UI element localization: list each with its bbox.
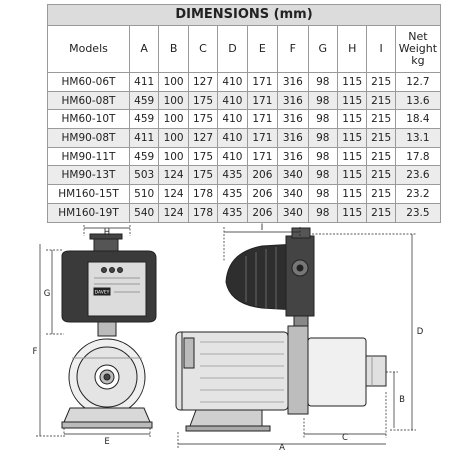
col-header-c: C [188,26,217,73]
value-cell: 115 [338,110,367,129]
value-cell: 178 [188,203,217,222]
front-base [64,408,150,422]
value-cell: 316 [278,147,308,166]
value-cell: 316 [278,129,308,148]
value-cell: 98 [308,203,337,222]
value-cell: 410 [218,73,247,92]
model-cell: HM90-08T [48,129,130,148]
side-top-nut [292,228,310,238]
value-cell: 127 [188,129,217,148]
value-cell: 98 [308,73,337,92]
value-cell: 316 [278,110,308,129]
dim-label-f: F [32,347,38,357]
col-header-models: Models [48,26,130,73]
value-cell: 340 [278,166,308,185]
value-cell: 115 [338,91,367,110]
value-cell: 175 [188,91,217,110]
dim-label-b: B [399,395,405,405]
value-cell: 215 [367,129,395,148]
value-cell: 127 [188,73,217,92]
dim-label-d: D [416,327,424,337]
value-cell: 340 [278,185,308,204]
value-cell: 115 [338,129,367,148]
value-cell: 435 [218,185,247,204]
value-cell: 124 [159,166,188,185]
value-cell: 23.6 [395,166,440,185]
value-cell: 124 [159,203,188,222]
value-cell: 215 [367,166,395,185]
value-cell: 510 [129,185,158,204]
value-cell: 435 [218,203,247,222]
col-header-g: G [308,26,337,73]
table-row [48,73,441,92]
model-cell: HM60-08T [48,91,130,110]
value-cell: 115 [338,166,367,185]
value-cell: 410 [218,147,247,166]
table-row [48,185,441,204]
value-cell: 503 [129,166,158,185]
dim-label-g: G [43,289,51,299]
table-row [48,110,441,129]
value-cell: 215 [367,203,395,222]
value-cell: 115 [338,73,367,92]
model-cell: HM60-10T [48,110,130,129]
value-cell: 316 [278,73,308,92]
value-cell: 124 [159,185,188,204]
model-cell: HM160-15T [48,185,130,204]
value-cell: 98 [308,166,337,185]
value-cell: 115 [338,147,367,166]
value-cell: 340 [278,203,308,222]
front-led-1 [102,268,107,273]
value-cell: 215 [367,91,395,110]
model-cell: HM60-06T [48,73,130,92]
value-cell: 206 [247,203,277,222]
dimensions-table [47,4,441,223]
front-view [62,234,156,428]
value-cell: 100 [159,110,188,129]
table-row [48,91,441,110]
pump-drawings [0,222,450,450]
col-header-b: B [159,26,188,73]
value-cell: 410 [218,110,247,129]
table-row [48,203,441,222]
col-header-e: E [247,26,277,73]
value-cell: 100 [159,147,188,166]
dim-label-h: H [103,228,111,238]
front-neck [98,322,116,336]
model-cell: HM160-19T [48,203,130,222]
table-header-row [48,26,441,73]
front-foot [62,422,152,428]
value-cell: 13.1 [395,129,440,148]
value-cell: 115 [338,203,367,222]
value-cell: 98 [308,147,337,166]
value-cell: 410 [218,91,247,110]
value-cell: 459 [129,110,158,129]
value-cell: 115 [338,185,367,204]
dim-label-a: A [279,443,285,450]
value-cell: 215 [367,185,395,204]
value-cell: 13.6 [395,91,440,110]
value-cell: 175 [188,166,217,185]
value-cell: 23.2 [395,185,440,204]
value-cell: 178 [188,185,217,204]
value-cell: 98 [308,110,337,129]
value-cell: 175 [188,110,217,129]
value-cell: 98 [308,91,337,110]
front-led-2 [110,268,115,273]
value-cell: 215 [367,147,395,166]
dim-label-c: C [342,433,348,443]
side-flange [288,326,308,414]
col-header-i: I [367,26,395,73]
value-cell: 18.4 [395,110,440,129]
table-title: DIMENSIONS (mm) [47,4,441,25]
value-cell: 435 [218,166,247,185]
value-cell: 171 [247,129,277,148]
side-view [176,228,386,431]
value-cell: 171 [247,91,277,110]
col-header-d: D [218,26,247,73]
front-led-3 [118,268,123,273]
value-cell: 206 [247,166,277,185]
side-pump-body [308,338,366,406]
table-row [48,166,441,185]
value-cell: 23.5 [395,203,440,222]
value-cell: 100 [159,129,188,148]
value-cell: 98 [308,129,337,148]
value-cell: 411 [129,129,158,148]
value-cell: 411 [129,73,158,92]
value-cell: 171 [247,147,277,166]
value-cell: 171 [247,73,277,92]
value-cell: 215 [367,110,395,129]
value-cell: 215 [367,73,395,92]
table-row [48,147,441,166]
value-cell: 171 [247,110,277,129]
value-cell: 316 [278,91,308,110]
value-cell: 206 [247,185,277,204]
value-cell: 175 [188,147,217,166]
value-cell: 410 [218,129,247,148]
dim-label-e: E [104,437,110,447]
col-header-f: F [278,26,308,73]
col-header-h: H [338,26,367,73]
model-cell: HM90-11T [48,147,130,166]
side-neck [294,316,308,326]
value-cell: 459 [129,91,158,110]
table-row [48,129,441,148]
dim-label-i: I [260,223,264,233]
value-cell: 459 [129,147,158,166]
value-cell: 98 [308,185,337,204]
side-foot [186,426,270,431]
col-header-net-weight: Net Weight kg [395,26,440,73]
value-cell: 17.8 [395,147,440,166]
brand-badge-text: DAVEY [94,290,110,296]
value-cell: 100 [159,73,188,92]
value-cell: 100 [159,91,188,110]
side-inlet [366,356,386,386]
side-base [190,410,262,426]
value-cell: 12.7 [395,73,440,92]
model-cell: HM90-13T [48,166,130,185]
value-cell: 540 [129,203,158,222]
col-header-a: A [129,26,158,73]
